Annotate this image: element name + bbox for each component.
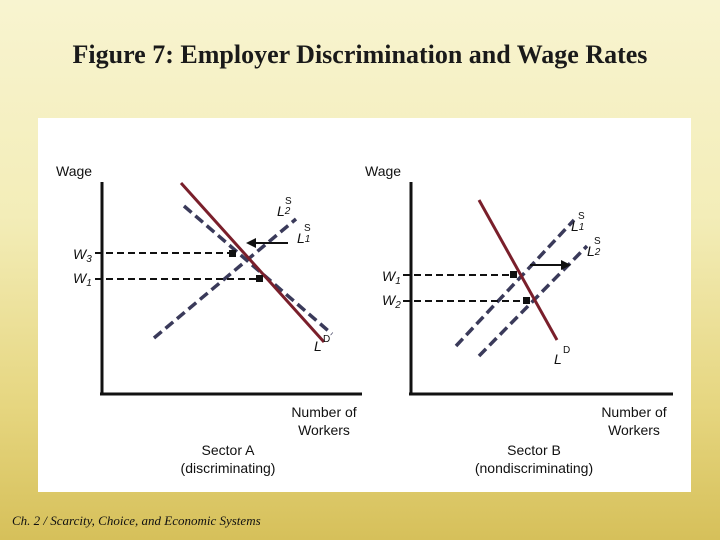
sector-b-demand-sup: D xyxy=(563,345,571,356)
sector-b-caption: Sector B xyxy=(507,442,561,458)
sector-a-demand-label: L xyxy=(314,338,322,354)
sector-a-x-axis-label-2: Workers xyxy=(298,422,350,438)
sector-b-demand-label: L xyxy=(554,351,562,367)
sector-a-y-axis-label: Wage xyxy=(56,163,93,179)
sector-b-y-axis-label: Wage xyxy=(365,163,402,179)
sector-b-demand-curve xyxy=(479,200,557,340)
sector-a-demand-sup: D xyxy=(323,334,331,345)
sector-b-supply-2-sup: S xyxy=(594,236,601,247)
sector-a-x-axis-label-1: Number of xyxy=(291,404,357,420)
sector-a-supply-1-label: L1 xyxy=(297,230,311,246)
sector-b-equilibrium-w2 xyxy=(523,297,530,304)
diagram-panel xyxy=(38,118,691,492)
sector-a-caption: Sector A xyxy=(201,442,255,458)
slide-title: Figure 7: Employer Discrimination and Wage Rates xyxy=(72,40,648,69)
sector-b-graph xyxy=(365,163,673,476)
sector-a-wage-3-label: $W_3$ xyxy=(73,246,92,265)
sector-b-supply-2-label: L2 xyxy=(587,243,601,259)
sector-a-equilibrium-w1 xyxy=(256,275,263,282)
sector-a-graph xyxy=(56,163,362,476)
sector-b-wage-2-label: $W_2$ xyxy=(382,292,401,311)
sector-a-supply-1-sup: S xyxy=(304,223,311,234)
sector-a-equilibrium-w3 xyxy=(229,250,236,257)
sector-b-x-axis-label-2: Workers xyxy=(608,422,660,438)
sector-b-equilibrium-w1 xyxy=(510,271,517,278)
sector-b-supply-1-sup: S xyxy=(578,211,585,222)
sector-b-x-axis-label-1: Number of xyxy=(601,404,667,420)
slide-footer: Ch. 2 / Scarcity, Choice, and Economic Systems xyxy=(12,513,261,528)
sector-a-demand-curve xyxy=(181,183,324,342)
sector-a-shift-arrowhead xyxy=(246,238,256,248)
sector-b-supply-1-curve xyxy=(456,220,574,346)
sector-a-supply-2-sup: S xyxy=(285,196,292,207)
sector-b-caption-sub: (nondiscriminating) xyxy=(474,460,594,476)
sector-b-wage-1-label: $W_1$ xyxy=(382,268,401,287)
sector-a-supply-2-label: L2 xyxy=(277,203,291,219)
sector-b-supply-1-label: L1 xyxy=(571,218,585,234)
sector-a-caption-sub: (discriminating) xyxy=(180,460,276,476)
diagram-svg xyxy=(38,118,691,492)
sector-a-wage-1-label: $W_1$ xyxy=(73,270,92,289)
